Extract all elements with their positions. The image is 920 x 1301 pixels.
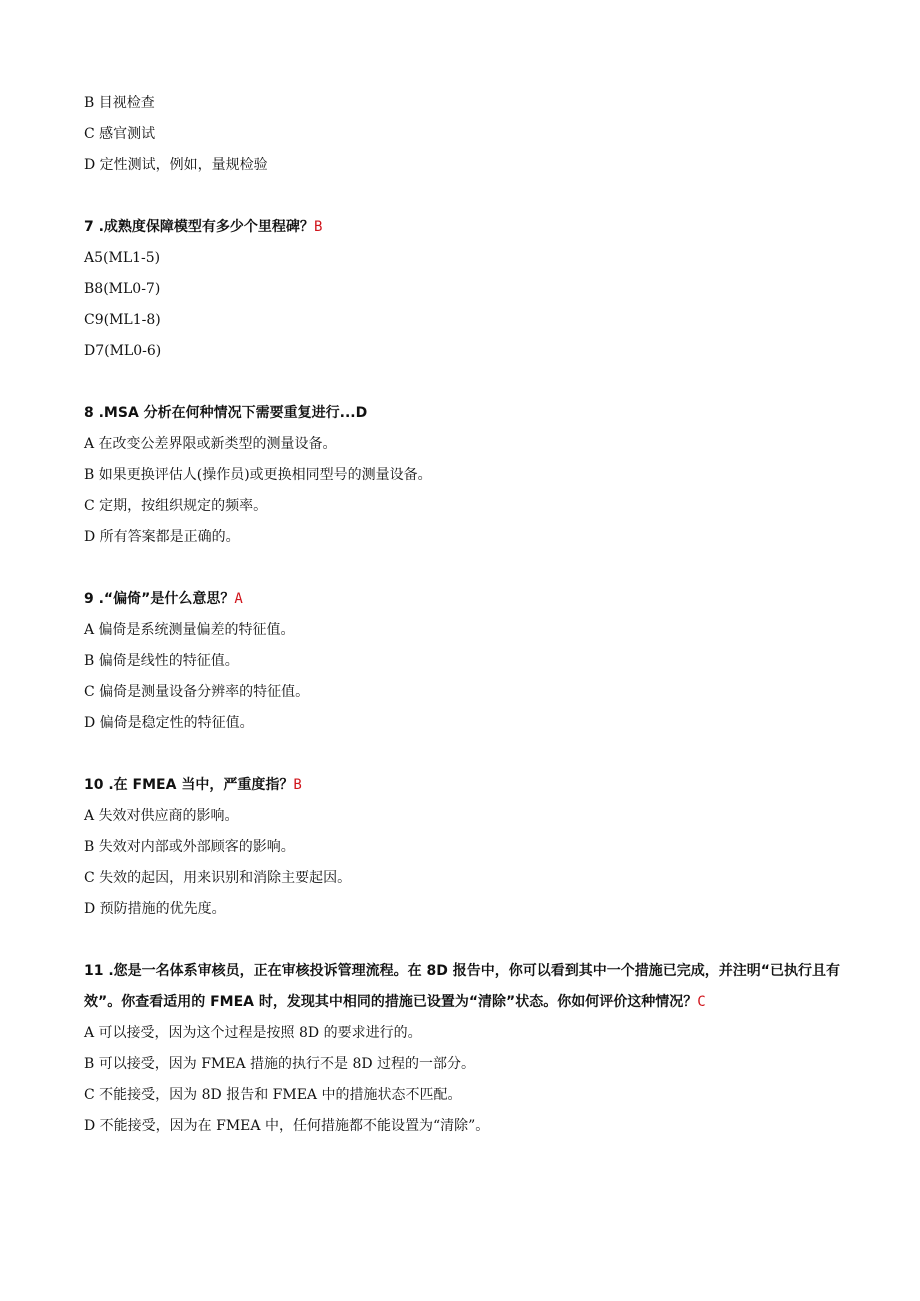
option-d: D 不能接受，因为在 FMEA 中，任何措施都不能设置为“清除”。: [84, 1118, 490, 1134]
option-a: A 在改变公差界限或新类型的测量设备。: [84, 436, 337, 452]
option-c: C 偏倚是测量设备分辨率的特征值。: [84, 684, 310, 700]
question-text: 7 .成熟度保障模型有多少个里程碑？B: [84, 219, 323, 235]
option-b: B 如果更换评估人(操作员)或更换相同型号的测量设备。: [84, 467, 432, 483]
option-d: D 所有答案都是正确的。: [84, 529, 240, 545]
option-c: C 定期，按组织规定的频率。: [84, 498, 268, 514]
question-7: [84, 212, 844, 367]
question-text: 9 .“偏倚”是什么意思？A: [84, 591, 243, 607]
prev-question-options: [84, 88, 844, 181]
option-c: C9(ML1-8): [84, 312, 161, 328]
question-10: [84, 770, 844, 925]
question-9: [84, 584, 844, 739]
option-b: B8(ML0-7): [84, 281, 161, 297]
option-c: C 感官测试: [84, 126, 156, 142]
option-b: B 偏倚是线性的特征值。: [84, 653, 239, 669]
option-a: A 失效对供应商的影响。: [84, 808, 239, 824]
answer-key: B: [293, 777, 302, 793]
option-a: A5(ML1-5): [84, 250, 161, 266]
option-b: B 目视检查: [84, 95, 155, 111]
option-d: D 定性测试，例如，量规检验: [84, 157, 268, 173]
option-c: C 不能接受，因为 8D 报告和 FMEA 中的措施状态不匹配。: [84, 1087, 462, 1103]
document-page: [84, 88, 844, 1142]
option-b: B 可以接受，因为 FMEA 措施的执行不是 8D 过程的一部分。: [84, 1056, 476, 1072]
option-d: D 预防措施的优先度。: [84, 901, 226, 917]
option-d: D7(ML0-6): [84, 343, 162, 359]
question-text: 10 .在 FMEA 当中，严重度指？B: [84, 777, 302, 793]
answer-key: A: [234, 591, 243, 607]
question-text: 8 .MSA 分析在何种情况下需要重复进行...D: [84, 405, 368, 421]
question-text: 11 .您是一名体系审核员，正在审核投诉管理流程。在 8D 报告中，你可以看到其中一个措施已完成，并注明“已执行且有效”。你查看适用的 FMEA 时，发现其中相同的措施已设置为“清除”状态。你如何评价这种情况？C: [84, 963, 840, 1010]
option-d: D 偏倚是稳定性的特征值。: [84, 715, 254, 731]
option-a: A 可以接受，因为这个过程是按照 8D 的要求进行的。: [84, 1025, 422, 1041]
option-a: A 偏倚是系统测量偏差的特征值。: [84, 622, 295, 638]
question-8: [84, 398, 844, 553]
answer-key: B: [313, 219, 323, 235]
answer-key: C: [697, 994, 706, 1010]
question-11: [84, 956, 844, 1142]
option-c: C 失效的起因，用来识别和消除主要起因。: [84, 870, 352, 886]
option-b: B 失效对内部或外部顾客的影响。: [84, 839, 295, 855]
